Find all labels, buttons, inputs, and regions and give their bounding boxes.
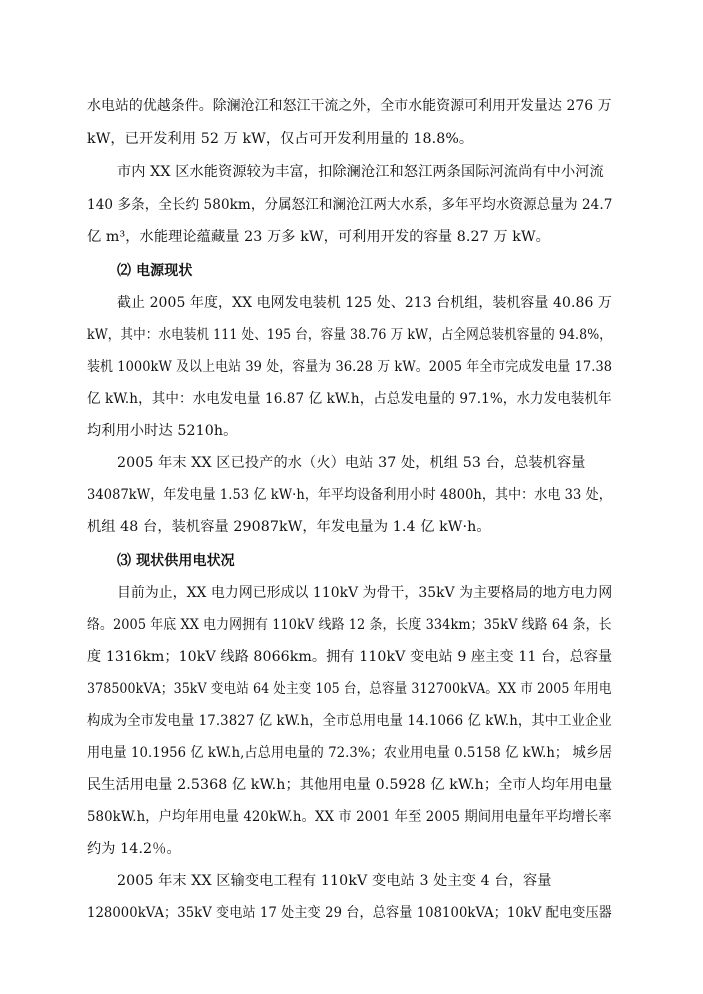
text-line: 构成为全市发电量 17.3827 亿 kW.h，全市总用电量 14.1066 亿 kW.h，其中工业企业 [87, 713, 612, 729]
text-line: kW，其中：水电装机 111 处、195 台，容量 38.76 万 kW，占全网总装机容量的 94.8%， [87, 327, 612, 343]
text-line: 2005 年末 XX 区已投产的水（火）电站 37 处，机组 53 台，总装机容量 [117, 455, 586, 471]
section-heading-supply-status: ⑶ 现状供用电状况 [117, 553, 235, 569]
text-line: 580kW.h，户均年用电量 420kW.h。XX 市 2001 年至 2005 期间用电量年平均增长率 [87, 809, 612, 825]
text-line: 市内 XX 区水能资源较为丰富，扣除澜沧江和怒江两条国际河流尚有中小河流 [117, 164, 604, 180]
text-line: 均利用小时达 5210h。 [87, 423, 238, 439]
text-line: 目前为止，XX 电力网已形成以 110kV 为骨干，35kV 为主要格局的地方电力网 [117, 585, 613, 601]
text-line: 34087kW，年发电量 1.53 亿 kW·h，年平均设备利用小时 4800h，其中：水电 33 处， [87, 487, 612, 503]
text-line: 2005 年末 XX 区输变电工程有 110kV 变电站 3 处主变 4 台，容量 [117, 873, 552, 889]
text-line: 装机 1000kW 及以上电站 39 处，容量为 36.28 万 kW。2005 年全市完成发电量 17.38 [87, 359, 613, 375]
text-line: 民生活用电量 2.5368 亿 kW.h；其他用电量 0.5928 亿 kW.h；全市人均年用电量 [87, 777, 613, 793]
text-line: 亿 m³，水能理论蕴藏量 23 万多 kW，可利用开发的容量 8.27 万 kW。 [87, 229, 550, 245]
text-line: 亿 kW.h，其中：水电发电量 16.87 亿 kW.h，占总发电量的 97.1%，水力发电装机年 [87, 391, 612, 407]
text-line: 140 多条，全长约 580km，分属怒江和澜沧江两大水系，多年平均水资源总量为 24.7 [87, 197, 613, 213]
section-heading-power-status: ⑵ 电源现状 [117, 263, 193, 279]
text-line: 约为 14.2％。 [87, 841, 181, 857]
text-line: 128000kVA；35kV 变电站 17 处主变 29 台，总容量 108100kVA；10kV 配电变压器 [87, 905, 612, 921]
text-line: 水电站的优越条件。除澜沧江和怒江干流之外，全市水能资源可利用开发量达 276 万 [87, 98, 612, 114]
text-line: 378500kVA；35kV 变电站 64 处主变 105 台，总容量 312700kVA。XX 市 2005 年用电 [87, 681, 612, 697]
text-line: 络。2005 年底 XX 电力网拥有 110kV 线路 12 条，长度 334km；35kV 线路 64 条，长 [87, 617, 612, 633]
text-line: kW，已开发利用 52 万 kW，仅占可开发利用量的 18.8%。 [87, 131, 474, 147]
text-line: 机组 48 台，装机容量 29087kW，年发电量为 1.4 亿 kW·h。 [87, 519, 491, 535]
text-line: 截止 2005 年度，XX 电网发电装机 125 处、213 台机组，装机容量 40.86 万 [117, 295, 612, 311]
text-line: 用电量 10.1956 亿 kW.h,占总用电量的 72.3%；农业用电量 0.5158 亿 kW.h； 城乡居 [87, 745, 613, 761]
text-line: 度 1316km；10kV 线路 8066km。拥有 110kV 变电站 9 座主变 11 台，总容量 [87, 649, 613, 665]
